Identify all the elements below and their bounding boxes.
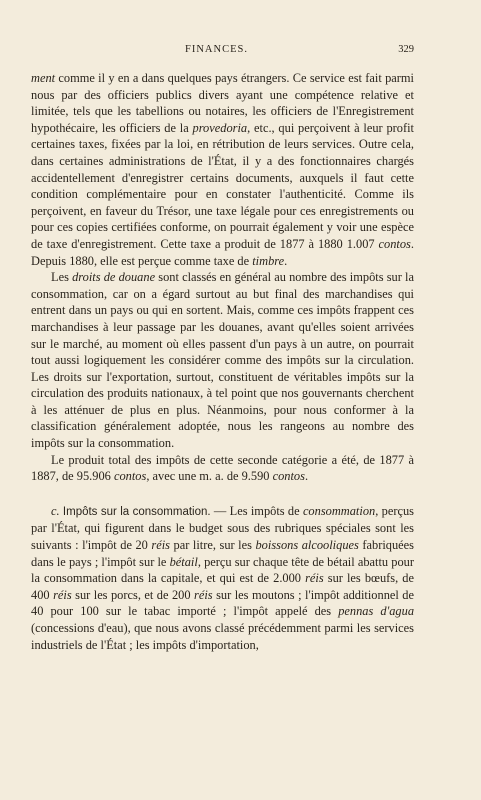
italic-text: c. xyxy=(51,503,63,518)
body-text xyxy=(31,70,414,653)
italic-text: contos xyxy=(272,469,305,484)
italic-text: réis xyxy=(305,571,324,586)
text-run: , etc., qui perçoivent à leur profit certaines taxes, fixées par la loi, en rétribution de leurs services. Outre cela, dans certaines administrations de l'État, il y a des fonctionnaires chargés accidentellement d'enregistrer certains documents, auxquels il faut cette condition complémentaire pour en constater l'authenticité. Comme ils perçoivent, en faveur du Trésor, une taxe légale pour ces enregistrements ou pour ces copies certifiées conforme, on pourrait également y voir une espèce de taxe d'enregistrement. Cette taxe a produit de 1877 à 1880 1.007 xyxy=(31,120,414,251)
italic-text: ment xyxy=(31,71,56,85)
running-head: FINANCES. xyxy=(185,44,248,55)
italic-text: consommation xyxy=(302,503,376,518)
text-run: , perçus par l'État, qui figurent dans le budget sous des rubriques spéciales sont les suivants : l'impôt de 20 xyxy=(31,503,414,553)
text-run: sont classés en général au nombre des impôts sur la consommation, car on a égard surtout au but final des marchandises qui entrent dans un pays ou qui en sortent. Mais, comme ces impôts frappent ces marchandises à leur passage par les douanes, avant qu'elles soient arrivées sur le marché, au moment où elles passent d'un pays à un autre, on pourrait tout aussi logiquement les considérer comme des impôts sur la circulation. Les droits sur l'exportation, surtout, constituent de véritables impôts sur la circulation des produits nationaux, à tel point que nos gouvernants cherchent à les atténuer de plus en plus. Néanmoins, pour nous conformer à la classification généralement adoptée, nous les rangeons au nombre des impôts sur la consommation. xyxy=(31,270,414,451)
italic-text: timbre xyxy=(252,253,285,268)
page-header xyxy=(31,44,414,60)
italic-text: réis xyxy=(53,587,72,602)
text-run: . xyxy=(304,469,309,484)
text-run: sur les bœufs, de 400 xyxy=(31,571,414,602)
text-run: — Les impôts de xyxy=(210,503,303,518)
italic-text: bétail xyxy=(169,554,198,569)
italic-text: contos xyxy=(378,236,411,251)
italic-text: boissons alcooliques xyxy=(255,538,359,553)
section-heading: Impôts sur la consommation. xyxy=(62,505,211,518)
text-run: (concessions d'eau), que nous avons classé précédemment parmi les services industriels de l'État ; les impôts d'importation, xyxy=(31,621,414,652)
text-run: Les xyxy=(51,270,73,285)
italic-text: contos xyxy=(113,469,147,484)
italic-text: provedoria xyxy=(192,120,248,135)
text-run: sur les moutons ; l'impôt additionnel de 40 pour 100 sur le tabac importé ; l'impôt appelé des xyxy=(31,587,414,619)
paragraph xyxy=(31,269,414,452)
paragraph xyxy=(31,452,414,485)
text-run: par litre, sur les xyxy=(170,538,256,553)
text-run: Le produit total des impôts de cette seconde catégorie a été, de 1877 à 1887, de 95.906 xyxy=(31,452,414,484)
text-run: comme il y en a dans quelques pays étrangers. Ce service est fait parmi nous par des officiers publics divers ayant une compétence relative et limitée, tels que les tabellions ou notaires, les officiers de l'Enregistrement hypothécaire, les officiers de la xyxy=(31,71,414,135)
text-run: fabriquées dans le pays ; l'impôt sur le xyxy=(31,538,414,569)
text-run: , perçu sur chaque tête de bétail abattu pour la consommation dans la capitale, et qui est de 2.000 xyxy=(31,554,414,586)
italic-text: réis xyxy=(194,587,213,602)
text-run: . xyxy=(284,253,288,268)
italic-text: réis xyxy=(151,538,171,553)
italic-text: pennas d'agua xyxy=(338,604,415,619)
italic-text: droits de douane xyxy=(72,270,156,285)
text-run: , avec une m. a. de 9.590 xyxy=(146,469,273,484)
page-number: 329 xyxy=(398,44,414,55)
paragraph xyxy=(31,503,414,653)
text-run: . Depuis 1880, elle est perçue comme taxe de xyxy=(31,236,414,268)
paragraph xyxy=(31,70,414,269)
text-run: sur les porcs, et de 200 xyxy=(71,587,195,602)
